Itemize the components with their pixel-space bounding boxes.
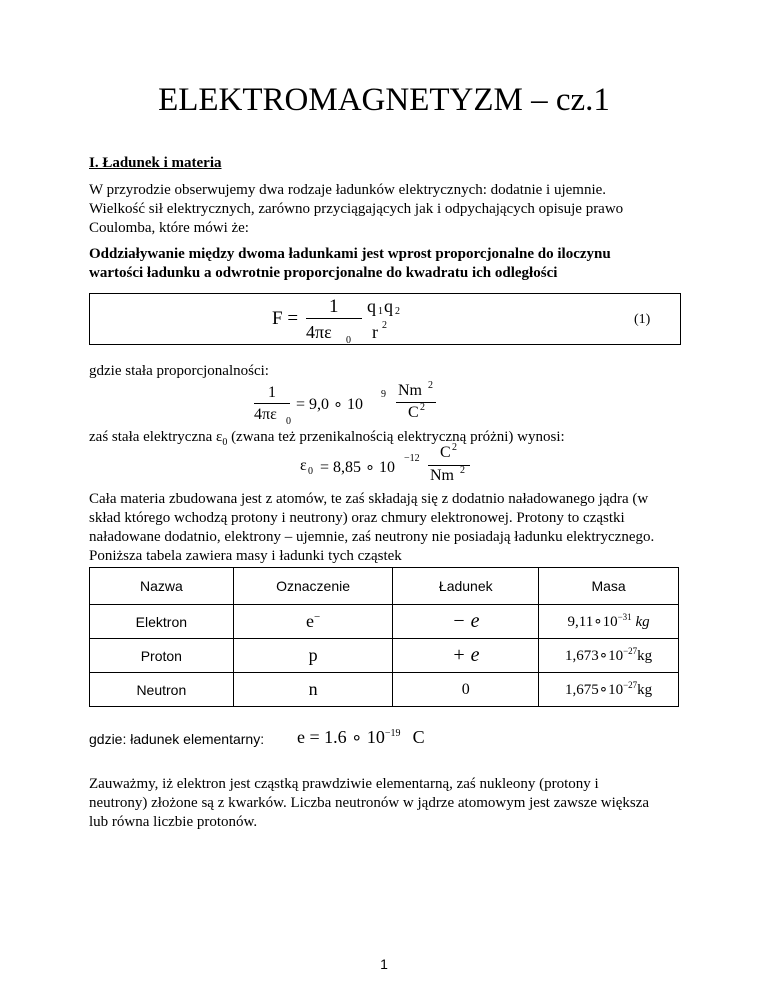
intro-line: Coulomba, które mówi że: xyxy=(89,220,249,236)
cell-charge: − e xyxy=(393,605,539,639)
mass-value: 9,11∘10 xyxy=(567,614,618,630)
mass-exp: −27 xyxy=(623,646,638,656)
matter-line: naładowane dodatnio, elektrony – ujemnie, zaś neutrony nie posiadają ładunku elektrycznego. xyxy=(89,529,655,545)
epsilon-intro-text: zaś stała elektryczna ε xyxy=(89,429,223,445)
cell-mass xyxy=(539,673,679,707)
formula2-den: 4πε xyxy=(254,406,277,423)
page-number: 1 xyxy=(380,956,388,972)
formula3-unit-den-sup: 2 xyxy=(460,465,465,476)
symbol-text: n xyxy=(308,679,318,699)
table-row xyxy=(90,639,679,673)
elementary-value xyxy=(297,727,425,748)
constant-intro: gdzie stała proporcjonalności: xyxy=(89,363,269,379)
mass-value: 1,675∘10 xyxy=(564,682,624,698)
formula3-lhs-sub: 0 xyxy=(308,466,313,477)
law-line: wartości ładunku a odwrotnie proporcjonalne do kwadratu ich odległości xyxy=(89,265,558,281)
formula3-value: = 8,85 ∘ 10 xyxy=(320,459,396,476)
formula2-unit-den-sup: 2 xyxy=(420,402,425,413)
mass-exp: −31 xyxy=(617,612,632,622)
formula2-unit-num: Nm xyxy=(398,382,422,399)
formula2-unit-line xyxy=(396,402,436,403)
formula1-number: (1) xyxy=(634,312,651,327)
formula1-num2-q1: q xyxy=(367,296,376,316)
mass-value: 1,673∘10 xyxy=(564,648,624,664)
symbol-text: p xyxy=(308,645,318,665)
closing-line: lub równa liczbie protonów. xyxy=(89,814,258,830)
formula1-num1: 1 xyxy=(329,296,339,317)
cell-name: Elektron xyxy=(90,605,234,639)
formula3-lhs: ε xyxy=(300,457,307,474)
mass-unit: kg xyxy=(637,682,653,698)
table-row xyxy=(90,673,679,707)
formula3-unit-num: C xyxy=(440,444,451,461)
formula3-exp: −12 xyxy=(404,453,420,464)
table-row xyxy=(90,605,679,639)
formula1-frac-line-1 xyxy=(306,318,362,319)
formula1-den1: 4πε xyxy=(306,322,332,342)
formula2-value: = 9,0 ∘ 10 xyxy=(296,396,364,413)
cell-name: Neutron xyxy=(90,673,234,707)
formula2-num: 1 xyxy=(268,384,276,401)
coulomb-law-statement xyxy=(89,245,689,283)
cell-symbol xyxy=(233,673,393,707)
cell-symbol xyxy=(233,639,393,673)
formula3-unit-den: Nm xyxy=(430,467,454,484)
page-title: ELEKTROMAGNETYZM – cz.1 xyxy=(158,82,610,118)
header-charge: Ładunek xyxy=(393,568,539,605)
formula1-num2-sub1: 1 xyxy=(378,306,383,317)
cell-charge: + e xyxy=(393,639,539,673)
cell-name: Proton xyxy=(90,639,234,673)
formula2-den-sub: 0 xyxy=(286,416,291,427)
header-mass: Masa xyxy=(539,568,679,605)
epsilon-intro xyxy=(89,428,689,452)
closing-line: neutrony) złożone są z kwarków. Liczba neutronów w jądrze atomowym jest zawsze większa xyxy=(89,795,650,811)
matter-line: Poniższa tabela zawiera masy i ładunki tych cząstek xyxy=(89,548,402,564)
matter-line: skład którego wchodzą protony i neutrony) oraz chmury elektronowej. Protony to cząstki xyxy=(89,510,625,526)
cell-mass xyxy=(539,605,679,639)
formula1-num2-q2: q xyxy=(384,296,393,316)
elementary-unit: C xyxy=(412,727,425,747)
law-line: Oddziaływanie między dwoma ładunkami jest wprost proporcjonalne do iloczynu xyxy=(89,246,611,262)
formula3-unit-num-sup: 2 xyxy=(452,442,457,453)
intro-line: Wielkość sił elektrycznych, zarówno przyciągających jak i odpychających opisuje prawo xyxy=(89,201,624,217)
matter-line: Cała materia zbudowana jest z atomów, te zaś składają się z dodatnio naładowanego jądra (w xyxy=(89,491,649,507)
formula1-num2-sub2: 2 xyxy=(395,306,400,317)
closing-paragraph xyxy=(89,775,689,832)
matter-paragraph xyxy=(89,490,689,566)
closing-line: Zauważmy, iż elektron jest cząstką prawdziwie elementarną, zaś nukleony (protony i xyxy=(89,776,599,792)
formula1-lhs: F = xyxy=(272,308,299,329)
elementary-label: gdzie: ładunek elementarny: xyxy=(89,731,265,747)
intro-paragraph xyxy=(89,181,689,238)
symbol-text: e xyxy=(305,611,314,631)
cell-charge: 0 xyxy=(393,673,539,707)
particles-table xyxy=(89,567,679,707)
formula2-frac-line xyxy=(254,403,290,404)
table-header-row xyxy=(90,568,679,605)
mass-unit: kg xyxy=(635,614,650,630)
elementary-exp: −19 xyxy=(384,728,401,739)
formula1-den1-sub: 0 xyxy=(346,335,351,346)
formula1-den2-sup: 2 xyxy=(382,320,387,331)
formula2-unit-num-sup: 2 xyxy=(428,380,433,391)
epsilon-intro-rest: (zwana też przenikalnością elektryczną próżni) wynosi: xyxy=(227,429,565,445)
elementary-value-text: e = 1.6 ∘ 10 xyxy=(297,727,385,747)
formula1-den2: r xyxy=(372,322,378,342)
header-name: Nazwa xyxy=(90,568,234,605)
cell-symbol xyxy=(233,605,393,639)
symbol-sup: − xyxy=(313,611,321,623)
mass-unit: kg xyxy=(637,648,653,664)
intro-line: W przyrodzie obserwujemy dwa rodzaje ładunków elektrycznych: dodatnie i ujemnie. xyxy=(89,182,607,198)
formula2-unit-den: C xyxy=(408,404,419,421)
section-heading: I. Ładunek i materia xyxy=(89,155,222,171)
formula2-exp: 9 xyxy=(381,389,386,400)
epsilon-intro-sub: 0 xyxy=(222,437,228,448)
mass-exp: −27 xyxy=(623,680,638,690)
cell-mass xyxy=(539,639,679,673)
header-symbol: Oznaczenie xyxy=(233,568,393,605)
